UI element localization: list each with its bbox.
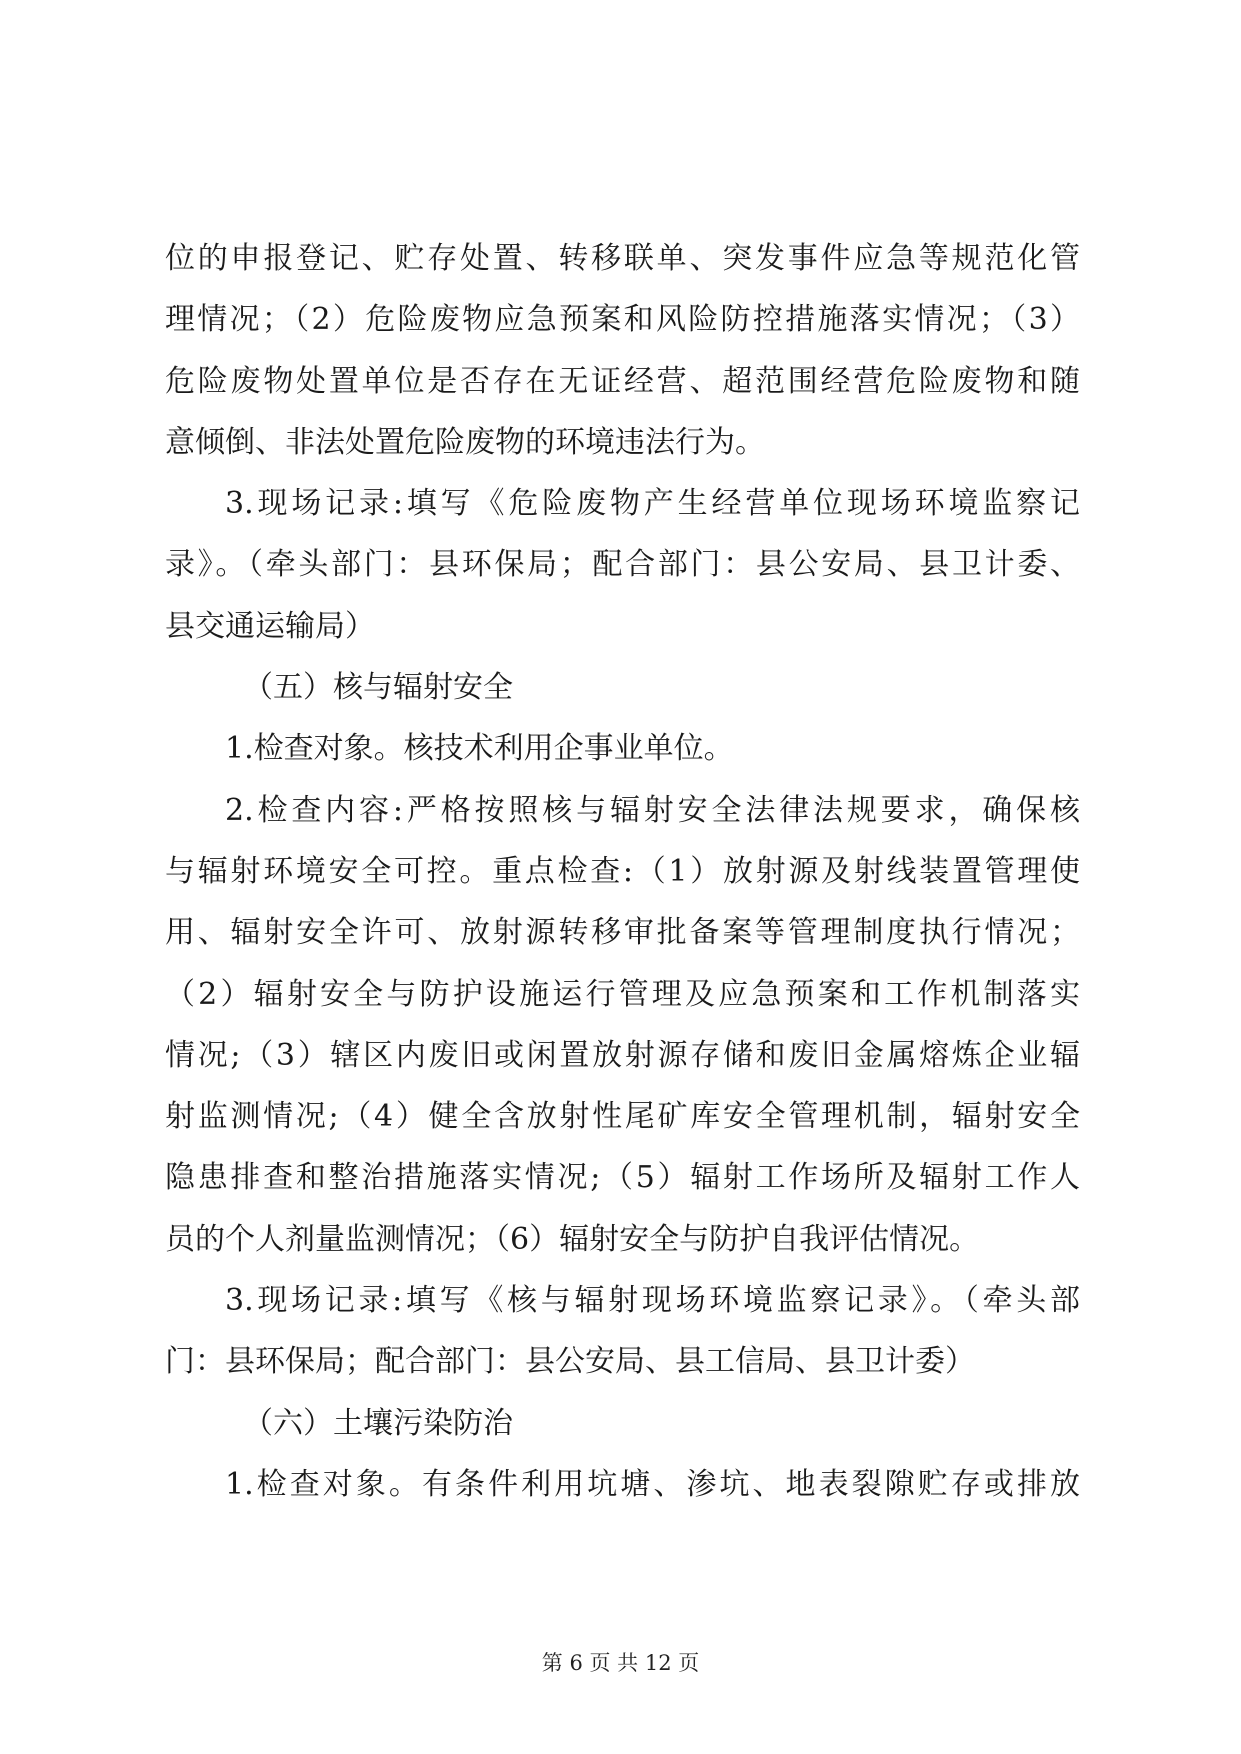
- document-body: [165, 228, 1080, 1515]
- text-line: 隐患排查和整治措施落实情况;（5）辐射工作场所及辐射工作人: [165, 1160, 1080, 1196]
- text-line: （2）辐射安全与防护设施运行管理及应急预案和工作机制落实: [165, 976, 1080, 1012]
- section-heading: （五）核与辐射安全: [243, 670, 513, 706]
- text-line: 意倾倒、非法处置危险废物的环境违法行为。: [165, 424, 765, 460]
- text-line: 县交通运输局）: [165, 608, 375, 644]
- text-line: 员的个人剂量监测情况；（6）辐射安全与防护自我评估情况。: [165, 1221, 980, 1257]
- text-line: 情况;（3）辖区内废旧或闲置放射源存储和废旧金属熔炼企业辐: [165, 1037, 1080, 1073]
- text-line: 1.检查对象。核技术利用企事业单位。: [225, 731, 734, 767]
- text-line: 录》。（牵头部门：县环保局；配合部门：县公安局、县卫计委、: [165, 547, 1080, 583]
- text-line: 危险废物处置单位是否存在无证经营、超范围经营危险废物和随: [165, 363, 1080, 399]
- text-line: 3.现场记录:填写《危险废物产生经营单位现场环境监察记: [225, 486, 1080, 522]
- text-line: 理情况；（2）危险废物应急预案和风险防控措施落实情况；（3）: [165, 302, 1080, 338]
- text-line: 2.检查内容:严格按照核与辐射安全法律法规要求，确保核: [225, 792, 1080, 828]
- text-line: 射监测情况;（4）健全含放射性尾矿库安全管理机制，辐射安全: [165, 1099, 1080, 1135]
- text-line: 3.现场记录:填写《核与辐射现场环境监察记录》。（牵头部: [225, 1283, 1080, 1319]
- page-number: 第 6 页 共 12 页: [541, 1651, 700, 1675]
- text-line: 用、辐射安全许可、放射源转移审批备案等管理制度执行情况；: [165, 915, 1080, 951]
- text-line: 1.检查对象。有条件利用坑塘、渗坑、地表裂隙贮存或排放: [225, 1466, 1080, 1502]
- text-line: 门：县环保局；配合部门：县公安局、县工信局、县卫计委）: [165, 1344, 975, 1380]
- text-line: 位的申报登记、贮存处置、转移联单、突发事件应急等规范化管: [165, 241, 1080, 276]
- text-line: 与辐射环境安全可控。重点检查:（1）放射源及射线装置管理使: [165, 853, 1080, 889]
- section-heading: （六）土壤污染防治: [243, 1405, 513, 1441]
